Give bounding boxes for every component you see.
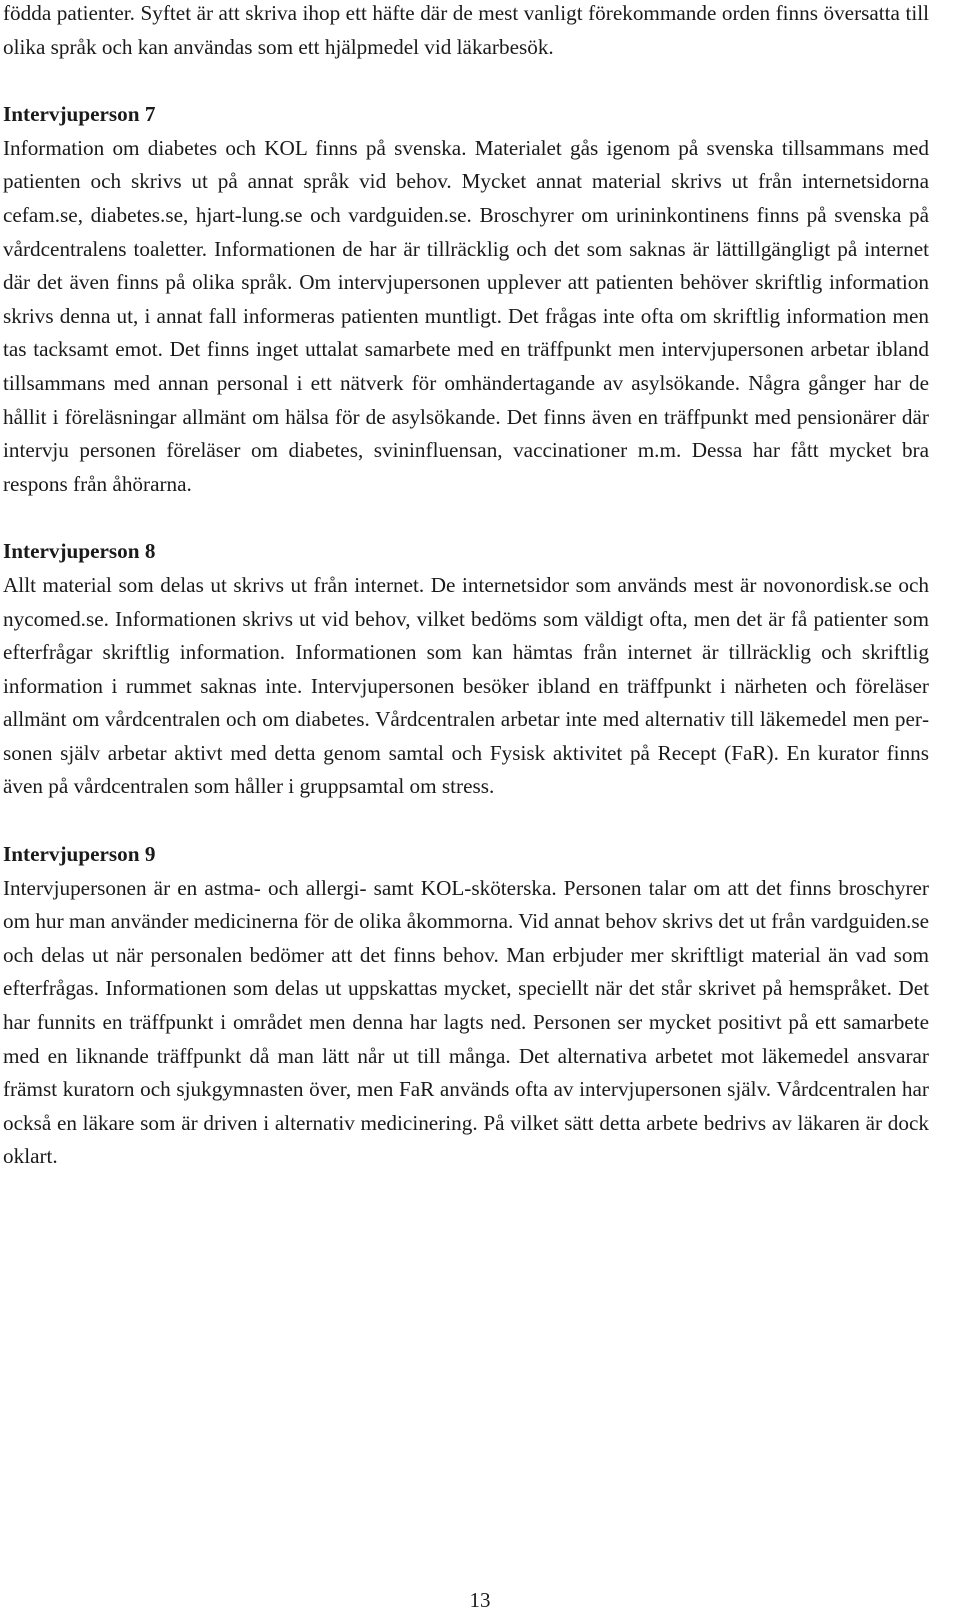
intro-paragraph: födda patienter. Syftet är att skriva ihop ett häfte där de mest vanligt förekommande orden finns översatta till olika språk och kan användas som ett hjälpmedel vid läkarbesök. bbox=[3, 1, 929, 59]
section-paragraph: Allt material som delas ut skrivs ut från internet. De internetsidor som används mest är novonordisk.se och nycomed.se. Informationen skrivs ut vid behov, vilket bedöms som väldigt ofta, men det är få patienter som efterfrågar skriftlig information. Informationen som kan hämtas från internet är tillräcklig och skriftlig information i rummet saknas inte. Intervjupersonen besöker ibland en träffpunkt i närheten och föreläser allmänt om vårdcentralen och om diabetes. Vårdcentralen arbetar inte med alternativ till läkemedel men personen själv arbetar aktivt med detta genom samtal och Fysisk aktivitet på Recept (FaR). En kurator finns även på vårdcentralen som håller i gruppsamtal om stress. bbox=[3, 572, 929, 799]
section-paragraph: Information om diabetes och KOL finns på svenska. Materialet gås igenom på svenska tillsammans med patienten och skrivs ut på annat språk vid behov. Mycket annat material skrivs ut från internetsidorna cefam.se, diabetes.se, hjart-lung.se och vardguiden.se. Broschyrer om urininkontinens finns på svenska på vårdcentralens toaletter. Informationen de har är tillräcklig och det som saknas är lättillgängligt på internet där det även finns på olika språk. Om intervjupersonen upplever att patienten behöver skriftlig information skrivs denna ut, i annat fall informeras patienten muntligt. Det frågas inte ofta om skriftlig information men tas tacksamt emot. Det finns inget uttalat samarbete med en träffpunkt men intervjupersonen arbetar ibland tillsammans med annan personal i ett nätverk för omhändertagande av asylsökande. Några gånger har de hållit i föreläsningar allmänt om hälsa för de asylsökande. Det finns även en träffpunkt med pensionärer där intervju personen föreläser om diabetes, svininfluensan, vaccinationer m.m. Dessa har fått mycket bra respons från åhörarna. bbox=[3, 135, 929, 496]
section-heading: Intervjuperson 8 bbox=[3, 539, 156, 564]
section-heading: Intervjuperson 9 bbox=[3, 842, 156, 867]
section-gap bbox=[3, 804, 929, 838]
section-gap bbox=[3, 501, 929, 535]
section-gap bbox=[3, 64, 929, 98]
document-body bbox=[3, 0, 929, 1174]
section-paragraph: Intervjupersonen är en astma- och allergi- samt KOL-sköterska. Personen talar om att det finns broschyrer om hur man använder medicinerna för de olika åkommorna. Vid annat behov skrivs det ut från vardguiden.se och delas ut när personalen bedömer att det finns behov. Man erbjuder mer skriftligt material än vad som efterfrågas. Informationen som delas ut uppskattas mycket, speciellt när det står skrivet på hemspråket. Det har funnits en träffpunkt i området men denna har lagts ned. Personen ser mycket positivt på ett samarbete med en liknande träffpunkt då man lätt når ut till många. Det alternativa arbetet mot läkemedel ansvarar främst kuratorn och sjukgymnasten över, men FaR används ofta av intervjupersonen själv. Vårdcentralen har också en läkare som är driven i alternativ medicinering. På vilket sätt detta arbete bedrivs av läkaren är dock oklart. bbox=[3, 875, 929, 1169]
page-number: 13 bbox=[469, 1588, 491, 1612]
section-heading: Intervjuperson 7 bbox=[3, 102, 156, 127]
